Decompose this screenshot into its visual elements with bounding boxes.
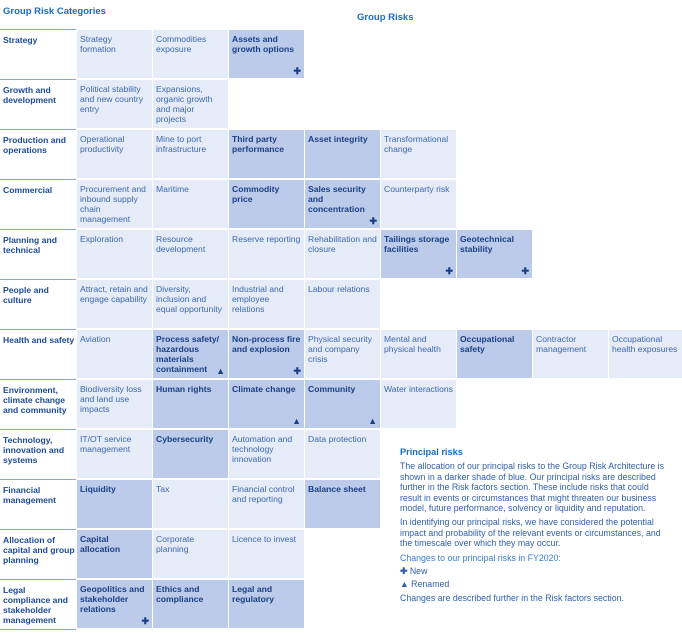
triangle-icon: ▲ [400,579,409,590]
risk-label: Mental and physical health [384,334,441,354]
legend-new [400,566,672,576]
legend-renamed-label: Renamed [411,579,450,590]
risk-cell [381,330,456,378]
risk-cell [229,530,304,578]
risk-cell [153,530,228,578]
legend-new-label: New [409,566,428,577]
principal-risk-cell [305,380,380,428]
risk-label: Third party performance [232,134,285,154]
plus-icon: ✚ [293,66,301,76]
category-label: Planning and technical [3,235,57,255]
risk-label: Community [308,384,356,394]
risk-cell [153,180,228,228]
risk-label: Biodiversity loss and land use impacts [80,384,142,414]
principal-risk-cell [305,480,380,528]
risk-cell [381,380,456,428]
principal-risk-cell [229,580,304,628]
risk-label: Expansions, organic growth and major projects [156,84,213,124]
risk-label: Capital allocation [80,534,121,554]
plus-icon: ✚ [521,266,529,276]
risk-cell [153,130,228,178]
principal-risk-cell [77,530,152,578]
category-label: Production and operations [3,135,67,155]
group-risks-header: Group Risks [357,12,414,23]
risk-label: Balance sheet [308,484,366,494]
risk-cell [381,130,456,178]
risk-label: Ethics and compliance [156,584,204,604]
risk-label: Counterparty risk [384,184,450,194]
row-separator [0,29,76,30]
risk-label: Exploration [80,234,123,244]
risk-label: Operational productivity [80,134,125,154]
risk-cell [77,380,152,428]
risk-cell [153,280,228,328]
principal-risk-cell [229,330,304,378]
risk-label: Occupational safety [460,334,515,354]
row-separator [0,529,76,530]
principal-risk-cell [153,430,228,478]
category-header: Group Risk Categories [3,6,106,17]
category-label: People and culture [3,285,49,305]
risk-cell [305,430,380,478]
risk-label: Assets and growth options [232,34,295,54]
risk-label: Physical security and company crisis [308,334,372,364]
plus-icon: ✚ [369,216,377,226]
risk-label: Water interactions [384,384,453,394]
risk-label: Mine to port infrastructure [156,134,207,154]
principal-risk-cell [457,330,532,378]
category-label: Environment, climate change and community [3,385,67,415]
row-separator [0,429,76,430]
risk-label: Political stability and new country entry [80,84,144,114]
risk-label: Resource development [156,234,206,254]
risk-cell [153,80,228,128]
risk-label: Non-process fire and explosion [232,334,301,354]
risk-label: Strategy formation [80,34,116,54]
risk-label: Maritime [156,184,189,194]
risk-cell [77,30,152,78]
risk-cell [229,280,304,328]
principal-risk-cell [77,480,152,528]
panel-paragraph-1: The allocation of our principal risks to the Group Risk Architecture is shown in a darker shade of blue. Our principal risks are described further in the Risk factors section. These include risks that could result in events or circumstances that might threaten our business model, future performance, solvency or liquidity and reputation. [400,461,665,514]
risk-label: Labour relations [308,284,370,294]
risk-label: Industrial and employee relations [232,284,284,314]
risk-label: Process safety/ hazardous materials containment [156,334,220,374]
risk-label: Procurement and inbound supply chain management [80,184,146,224]
panel-footer: Changes are described further in the Risk factors section. [400,592,624,603]
risk-label: Climate change [232,384,296,394]
principal-risk-cell [153,380,228,428]
principal-risk-cell [229,380,304,428]
principal-risk-cell [77,580,152,628]
risk-label: Legal and regulatory [232,584,275,604]
principal-risk-cell [153,330,228,378]
risk-cell [77,230,152,278]
risk-label: IT/OT service management [80,434,132,454]
risk-label: Liquidity [80,484,116,494]
risk-label: Asset integrity [308,134,368,144]
risk-label: Transformational change [384,134,449,154]
risk-label: Rehabilitation and closure [308,234,377,254]
triangle-icon: ▲ [292,416,301,426]
risk-label: Data protection [308,434,367,444]
risk-cell [533,330,608,378]
risk-cell [229,480,304,528]
risk-label: Diversity, inclusion and equal opportunity [156,284,222,314]
principal-risk-cell [229,180,304,228]
row-separator [0,179,76,180]
row-separator [0,579,76,580]
risk-cell [77,430,152,478]
principal-risk-cell [153,580,228,628]
risk-cell [305,230,380,278]
risk-label: Licence to invest [232,534,297,544]
category-label: Technology, innovation and systems [3,435,65,465]
risk-cell [229,430,304,478]
risk-cell [77,330,152,378]
row-separator [0,479,76,480]
risk-cell [77,130,152,178]
risk-label: Attract, retain and engage capability [80,284,148,304]
risk-cell [229,230,304,278]
risk-label: Tax [156,484,170,494]
risk-cell [305,280,380,328]
principal-risks-panel [400,447,672,607]
category-label: Strategy [3,35,38,45]
principal-risk-cell [305,130,380,178]
row-separator [0,79,76,80]
category-label: Legal compliance and stakeholder management [3,585,68,625]
plus-icon: ✚ [293,366,301,376]
plus-icon: ✚ [400,566,408,577]
principal-risk-cell [457,230,532,278]
risk-cell [77,180,152,228]
risk-label: Commodity price [232,184,280,204]
risk-label: Corporate planning [156,534,195,554]
row-separator [0,329,76,330]
risk-cell [77,80,152,128]
category-label: Health and safety [3,335,75,345]
risk-cell [381,180,456,228]
risk-label: Cybersecurity [156,434,214,444]
row-separator [0,129,76,130]
row-separator [0,279,76,280]
principal-risk-cell [305,180,380,228]
category-label: Allocation of capital and group planning [3,535,75,565]
panel-paragraph-2: In identifying our principal risks, we have considered the potential impact and probability of the relevant events or circumstances, and the timescale over which they may occur. [400,517,661,549]
category-label: Growth and development [3,85,57,105]
category-label: Commercial [3,185,53,195]
triangle-icon: ▲ [368,416,377,426]
risk-label: Human rights [156,384,212,394]
row-separator [0,229,76,230]
principal-risk-cell [381,230,456,278]
legend-renamed [400,579,672,589]
category-label: Financial management [3,485,57,505]
row-separator [0,629,76,630]
risk-cell [77,280,152,328]
risk-cell [153,230,228,278]
risk-cell [609,330,682,378]
risk-label: Geotechnical stability [460,234,514,254]
risk-label: Commodities exposure [156,34,207,54]
triangle-icon: ▲ [216,366,225,376]
changes-heading: Changes to our principal risks in FY2020: [400,552,561,563]
risk-cell [153,30,228,78]
risk-label: Contractor management [536,334,587,354]
principal-risk-cell [229,130,304,178]
risk-label: Automation and technology innovation [232,434,293,464]
risk-label: Sales security and concentration [308,184,366,214]
principal-risk-cell [229,30,304,78]
risk-label: Financial control and reporting [232,484,295,504]
plus-icon: ✚ [445,266,453,276]
risk-label: Aviation [80,334,111,344]
risk-label: Occupational health exposures [612,334,678,354]
risk-cell [305,330,380,378]
risk-label: Tailings storage facilities [384,234,450,254]
risk-cell [153,480,228,528]
row-separator [0,379,76,380]
panel-title: Principal risks [400,447,463,457]
plus-icon: ✚ [141,616,149,626]
risk-label: Geopolitics and stakeholder relations [80,584,145,614]
risk-label: Reserve reporting [232,234,301,244]
